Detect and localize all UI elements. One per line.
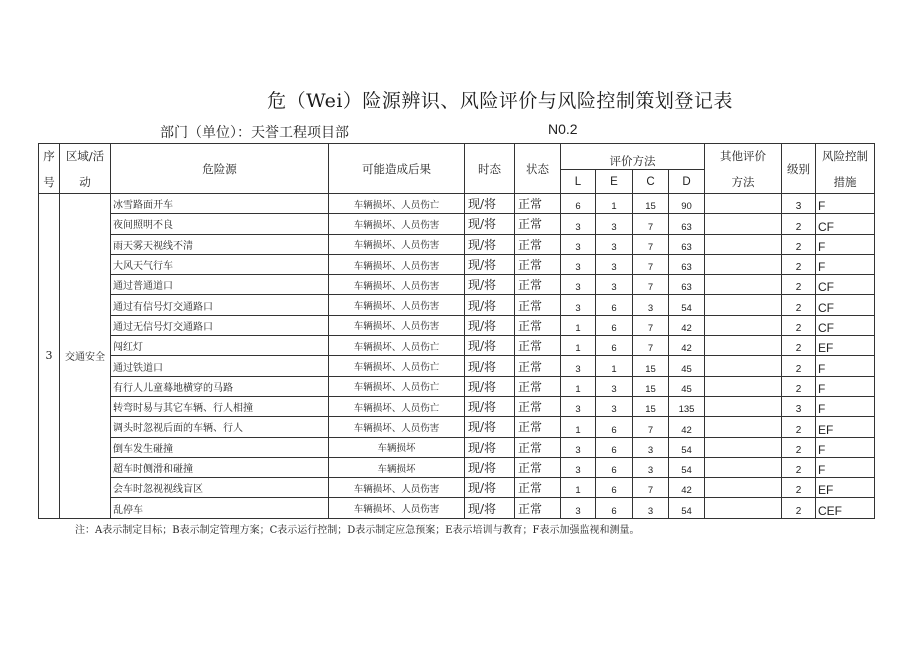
e-header: E — [596, 170, 633, 194]
cell-l: 1 — [561, 417, 596, 437]
cell-c: 7 — [633, 478, 669, 498]
cell-level: 2 — [782, 336, 816, 356]
cell-control: F — [816, 396, 875, 416]
cell-other — [705, 336, 782, 356]
cell-state: 正常 — [515, 315, 561, 335]
cell-level: 2 — [782, 417, 816, 437]
cell-level: 2 — [782, 478, 816, 498]
cell-d: 45 — [669, 356, 705, 376]
table-row — [39, 336, 875, 356]
cell-d: 54 — [669, 437, 705, 457]
cell-d: 90 — [669, 194, 705, 214]
cell-state: 正常 — [515, 275, 561, 295]
cell-hazard: 通过普通道口 — [111, 275, 329, 295]
cell-d: 54 — [669, 295, 705, 315]
time-header: 时态 — [465, 144, 515, 194]
cell-e: 1 — [596, 194, 633, 214]
cell-consequence: 车辆损坏、人员伤害 — [329, 254, 465, 274]
cell-state: 正常 — [515, 457, 561, 477]
state-header: 状态 — [515, 144, 561, 194]
cell-time: 现/将 — [465, 295, 515, 315]
cell-l: 1 — [561, 315, 596, 335]
cell-time: 现/将 — [465, 194, 515, 214]
cell-c: 7 — [633, 214, 669, 234]
cell-l: 3 — [561, 457, 596, 477]
cell-c: 7 — [633, 336, 669, 356]
cell-d: 54 — [669, 457, 705, 477]
cell-control: F — [816, 356, 875, 376]
table-row — [39, 254, 875, 274]
cell-e: 6 — [596, 437, 633, 457]
cell-other — [705, 396, 782, 416]
cell-other — [705, 275, 782, 295]
cell-hazard: 乱停车 — [111, 498, 329, 518]
cell-consequence: 车辆损坏、人员伤害 — [329, 295, 465, 315]
cell-d: 63 — [669, 214, 705, 234]
cell-state: 正常 — [515, 396, 561, 416]
table-row — [39, 194, 875, 214]
cell-time: 现/将 — [465, 214, 515, 234]
cell-other — [705, 214, 782, 234]
cell-l: 6 — [561, 194, 596, 214]
cell-level: 2 — [782, 295, 816, 315]
cell-control: CF — [816, 295, 875, 315]
area-header: 区域/活 动 — [60, 144, 111, 194]
cell-d: 42 — [669, 417, 705, 437]
cell-c: 15 — [633, 356, 669, 376]
cell-l: 3 — [561, 498, 596, 518]
cell-control: F — [816, 234, 875, 254]
cell-other — [705, 356, 782, 376]
table-row — [39, 478, 875, 498]
cell-state: 正常 — [515, 437, 561, 457]
cell-consequence: 车辆损坏、人员伤害 — [329, 417, 465, 437]
control-header: 风险控制 措施 — [816, 144, 875, 194]
cell-l: 1 — [561, 336, 596, 356]
cell-level: 2 — [782, 234, 816, 254]
cell-l: 3 — [561, 254, 596, 274]
cell-hazard: 有行人儿童蓦地横穿的马路 — [111, 376, 329, 396]
cell-time: 现/将 — [465, 275, 515, 295]
cell-control: F — [816, 457, 875, 477]
cell-state: 正常 — [515, 356, 561, 376]
consequence-header: 可能造成后果 — [329, 144, 465, 194]
cell-consequence: 车辆损坏、人员伤亡 — [329, 336, 465, 356]
cell-level: 3 — [782, 396, 816, 416]
table-row — [39, 295, 875, 315]
table-row — [39, 437, 875, 457]
evaluation-method-header: 评价方法 — [561, 144, 705, 170]
cell-time: 现/将 — [465, 254, 515, 274]
cell-control: CF — [816, 275, 875, 295]
cell-consequence: 车辆损坏、人员伤害 — [329, 315, 465, 335]
cell-time: 现/将 — [465, 417, 515, 437]
cell-control: F — [816, 437, 875, 457]
cell-d: 42 — [669, 336, 705, 356]
cell-other — [705, 478, 782, 498]
cell-level: 2 — [782, 356, 816, 376]
document-number: N0.2 — [548, 121, 578, 137]
c-header: C — [633, 170, 669, 194]
table-row — [39, 275, 875, 295]
cell-hazard: 调头时忽视后面的车辆、行人 — [111, 417, 329, 437]
cell-time: 现/将 — [465, 376, 515, 396]
cell-d: 63 — [669, 254, 705, 274]
footnote: 注：A表示制定目标；B表示制定管理方案；C表示运行控制；D表示制定应急预案；E表示培训与教育；F表示加强监视和测量。 — [75, 525, 640, 536]
cell-e: 6 — [596, 498, 633, 518]
cell-consequence: 车辆损坏、人员伤亡 — [329, 376, 465, 396]
cell-c: 15 — [633, 194, 669, 214]
cell-l: 3 — [561, 234, 596, 254]
cell-hazard: 通过有信号灯交通路口 — [111, 295, 329, 315]
cell-control: CF — [816, 315, 875, 335]
cell-l: 3 — [561, 396, 596, 416]
table-row — [39, 356, 875, 376]
cell-e: 3 — [596, 254, 633, 274]
cell-l: 3 — [561, 275, 596, 295]
cell-e: 1 — [596, 356, 633, 376]
cell-level: 2 — [782, 376, 816, 396]
cell-time: 现/将 — [465, 356, 515, 376]
cell-state: 正常 — [515, 417, 561, 437]
cell-hazard: 转弯时易与其它车辆、行人相撞 — [111, 396, 329, 416]
cell-c: 3 — [633, 457, 669, 477]
cell-consequence: 车辆损坏、人员伤亡 — [329, 194, 465, 214]
cell-hazard: 倒车发生碰撞 — [111, 437, 329, 457]
table-row — [39, 417, 875, 437]
cell-l: 3 — [561, 295, 596, 315]
cell-c: 15 — [633, 376, 669, 396]
cell-e: 6 — [596, 457, 633, 477]
cell-state: 正常 — [515, 336, 561, 356]
cell-other — [705, 457, 782, 477]
table-row — [39, 376, 875, 396]
cell-hazard: 大风天气行车 — [111, 254, 329, 274]
cell-c: 15 — [633, 396, 669, 416]
cell-c: 3 — [633, 295, 669, 315]
cell-level: 3 — [782, 194, 816, 214]
cell-hazard: 夜间照明不良 — [111, 214, 329, 234]
cell-other — [705, 376, 782, 396]
table-row — [39, 396, 875, 416]
cell-l: 3 — [561, 356, 596, 376]
cell-d: 63 — [669, 234, 705, 254]
seq-header: 序 号 — [39, 144, 60, 194]
other-method-header: 其他评价 方法 — [705, 144, 782, 194]
cell-c: 3 — [633, 498, 669, 518]
cell-c: 7 — [633, 254, 669, 274]
cell-hazard: 通过铁道口 — [111, 356, 329, 376]
group-seq: 3 — [39, 194, 60, 519]
cell-level: 2 — [782, 254, 816, 274]
cell-level: 2 — [782, 275, 816, 295]
cell-level: 2 — [782, 437, 816, 457]
cell-state: 正常 — [515, 478, 561, 498]
cell-hazard: 闯红灯 — [111, 336, 329, 356]
cell-other — [705, 234, 782, 254]
cell-consequence: 车辆损坏、人员伤害 — [329, 275, 465, 295]
cell-control: CF — [816, 214, 875, 234]
l-header: L — [561, 170, 596, 194]
cell-d: 54 — [669, 498, 705, 518]
cell-e: 3 — [596, 275, 633, 295]
cell-consequence: 车辆损坏、人员伤害 — [329, 214, 465, 234]
d-header: D — [669, 170, 705, 194]
cell-e: 6 — [596, 315, 633, 335]
cell-other — [705, 417, 782, 437]
table-row — [39, 457, 875, 477]
cell-other — [705, 498, 782, 518]
cell-level: 2 — [782, 214, 816, 234]
cell-time: 现/将 — [465, 315, 515, 335]
table-row — [39, 234, 875, 254]
level-header: 级别 — [782, 144, 816, 194]
cell-state: 正常 — [515, 498, 561, 518]
cell-consequence: 车辆损坏、人员伤亡 — [329, 356, 465, 376]
page-title: 危（Wei）险源辨识、风险评价与风险控制策划登记表 — [267, 90, 733, 112]
cell-state: 正常 — [515, 194, 561, 214]
cell-time: 现/将 — [465, 498, 515, 518]
cell-consequence: 车辆损坏、人员伤害 — [329, 478, 465, 498]
cell-time: 现/将 — [465, 478, 515, 498]
cell-c: 3 — [633, 437, 669, 457]
cell-control: EF — [816, 478, 875, 498]
cell-consequence: 车辆损坏、人员伤害 — [329, 234, 465, 254]
cell-hazard: 会车时忽视视线盲区 — [111, 478, 329, 498]
cell-l: 3 — [561, 214, 596, 234]
cell-e: 3 — [596, 396, 633, 416]
cell-state: 正常 — [515, 234, 561, 254]
table-row — [39, 214, 875, 234]
cell-c: 7 — [633, 275, 669, 295]
cell-state: 正常 — [515, 214, 561, 234]
cell-d: 42 — [669, 315, 705, 335]
cell-d: 135 — [669, 396, 705, 416]
cell-other — [705, 295, 782, 315]
cell-state: 正常 — [515, 295, 561, 315]
cell-time: 现/将 — [465, 336, 515, 356]
cell-l: 1 — [561, 478, 596, 498]
cell-e: 3 — [596, 234, 633, 254]
cell-control: F — [816, 376, 875, 396]
cell-control: CEF — [816, 498, 875, 518]
cell-time: 现/将 — [465, 234, 515, 254]
cell-c: 7 — [633, 315, 669, 335]
cell-control: F — [816, 254, 875, 274]
cell-other — [705, 254, 782, 274]
cell-time: 现/将 — [465, 457, 515, 477]
cell-consequence: 车辆损坏、人员伤亡 — [329, 396, 465, 416]
cell-d: 42 — [669, 478, 705, 498]
table-row — [39, 498, 875, 518]
cell-consequence: 车辆损坏、人员伤害 — [329, 498, 465, 518]
cell-d: 45 — [669, 376, 705, 396]
cell-hazard: 雨天雾天视线不清 — [111, 234, 329, 254]
cell-d: 63 — [669, 275, 705, 295]
cell-control: F — [816, 194, 875, 214]
cell-level: 2 — [782, 315, 816, 335]
cell-level: 2 — [782, 498, 816, 518]
cell-other — [705, 437, 782, 457]
cell-l: 3 — [561, 437, 596, 457]
cell-hazard: 超车时侧滑和碰撞 — [111, 457, 329, 477]
cell-consequence: 车辆损坏 — [329, 437, 465, 457]
department-label: 部门（单位）：天誉工程项目部 — [160, 125, 349, 141]
cell-control: EF — [816, 336, 875, 356]
cell-level: 2 — [782, 457, 816, 477]
header-row-1 — [39, 144, 875, 170]
hazard-header: 危险源 — [111, 144, 329, 194]
cell-time: 现/将 — [465, 396, 515, 416]
cell-l: 1 — [561, 376, 596, 396]
cell-state: 正常 — [515, 254, 561, 274]
hazard-register-table — [38, 143, 875, 519]
cell-e: 3 — [596, 214, 633, 234]
cell-e: 6 — [596, 336, 633, 356]
table-row — [39, 315, 875, 335]
cell-control: EF — [816, 417, 875, 437]
cell-c: 7 — [633, 234, 669, 254]
cell-e: 6 — [596, 478, 633, 498]
cell-consequence: 车辆损坏 — [329, 457, 465, 477]
cell-e: 6 — [596, 295, 633, 315]
group-area: 交通安全 — [60, 194, 111, 519]
cell-e: 3 — [596, 376, 633, 396]
cell-other — [705, 315, 782, 335]
cell-state: 正常 — [515, 376, 561, 396]
cell-time: 现/将 — [465, 437, 515, 457]
cell-other — [705, 194, 782, 214]
cell-c: 7 — [633, 417, 669, 437]
cell-e: 6 — [596, 417, 633, 437]
cell-hazard: 冰雪路面开车 — [111, 194, 329, 214]
cell-hazard: 通过无信号灯交通路口 — [111, 315, 329, 335]
